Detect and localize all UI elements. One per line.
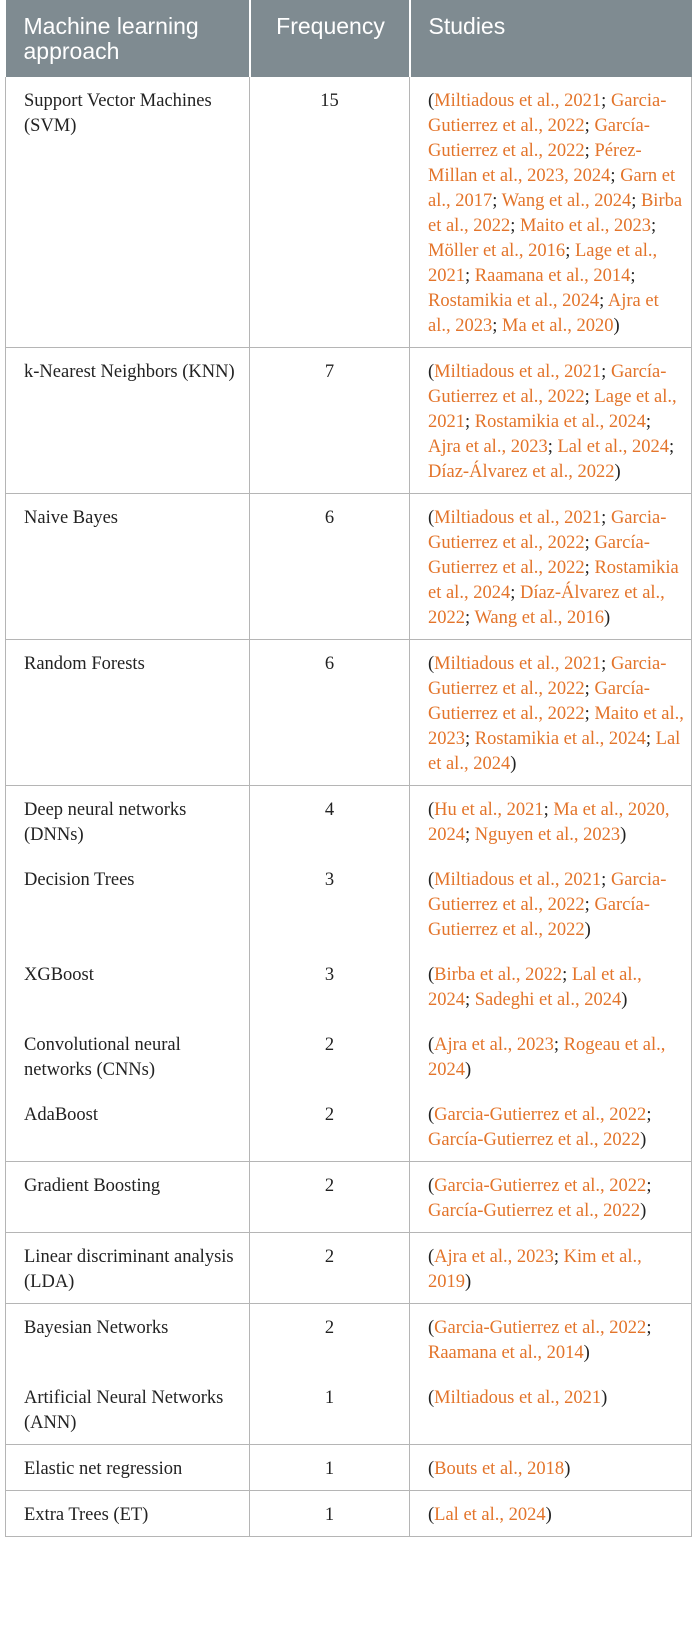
citation-link[interactable]: Rogeau et al., 2024 [428, 1035, 666, 1080]
approach-cell: Elastic net regression [6, 1445, 250, 1491]
citation-link[interactable]: García-Gutierrez et al., 2022 [428, 679, 650, 724]
citation-link[interactable]: Wang et al., 2016 [474, 608, 604, 628]
approach-cell: Support Vector Machines (SVM) [6, 77, 250, 348]
citation-link[interactable]: Nguyen et al., 2023 [474, 825, 621, 845]
citation-link[interactable]: Lal et al., 2024 [434, 1505, 546, 1525]
citation-link[interactable]: Ajra et al., 2023 [434, 1035, 554, 1055]
citation-link[interactable]: Garcia-Gutierrez et al., 2022 [428, 508, 667, 553]
table-row [6, 856, 692, 951]
studies-cell: (Birba et al., 2022; Lal et al., 2024; Sadeghi et al., 2024) [410, 951, 692, 1021]
approach-cell: Convolutional neural networks (CNNs) [6, 1021, 250, 1091]
citation-link[interactable]: Miltiadous et al., 2021 [434, 91, 602, 111]
frequency-cell: 6 [250, 494, 410, 640]
table-row [6, 1374, 692, 1445]
studies-cell: (Miltiadous et al., 2021; García-Gutierrez et al., 2022; Lage et al., 2021; Rostamikia et al., 2024; Ajra et al., 2023; Lal et al., 2024; Díaz-Álvarez et al., 2022) [410, 348, 692, 494]
frequency-cell: 15 [250, 77, 410, 348]
frequency-cell: 2 [250, 1021, 410, 1091]
citation-link[interactable]: Birba et al., 2022 [428, 191, 683, 236]
citation-link[interactable]: García-Gutierrez et al., 2022 [428, 1201, 641, 1221]
citation-link[interactable]: Garcia-Gutierrez et al., 2022 [434, 1105, 647, 1125]
citation-link[interactable]: Garcia-Gutierrez et al., 2022 [428, 91, 667, 136]
table-row [6, 348, 692, 494]
citation-link[interactable]: Raamana et al., 2014 [428, 1343, 584, 1363]
frequency-cell: 2 [250, 1162, 410, 1233]
citation-link[interactable]: Garcia-Gutierrez et al., 2022 [428, 870, 667, 915]
approach-cell: Naive Bayes [6, 494, 250, 640]
citation-link[interactable]: Ajra et al., 2023 [428, 291, 659, 336]
studies-cell: (Hu et al., 2021; Ma et al., 2020, 2024; Nguyen et al., 2023) [410, 786, 692, 857]
approach-cell: Random Forests [6, 640, 250, 786]
studies-cell: (Garcia-Gutierrez et al., 2022; Raamana et al., 2014) [410, 1304, 692, 1375]
table-row [6, 1021, 692, 1091]
frequency-cell: 3 [250, 951, 410, 1021]
studies-cell: (Lal et al., 2024) [410, 1491, 692, 1537]
studies-cell: (Ajra et al., 2023; Rogeau et al., 2024) [410, 1021, 692, 1091]
citation-link[interactable]: Garcia-Gutierrez et al., 2022 [434, 1318, 647, 1338]
table-row [6, 77, 692, 348]
citation-link[interactable]: Hu et al., 2021 [434, 800, 544, 820]
citation-link[interactable]: Ajra et al., 2023 [434, 1247, 554, 1267]
citation-link[interactable]: García-Gutierrez et al., 2022 [428, 116, 650, 161]
studies-cell: (Miltiadous et al., 2021; Garcia-Gutierrez et al., 2022; García-Gutierrez et al., 2022; Rostamikia et al., 2024; Díaz-Álvarez et al., 2022; Wang et al., 2016) [410, 494, 692, 640]
frequency-cell: 4 [250, 786, 410, 857]
studies-cell: (Miltiadous et al., 2021) [410, 1374, 692, 1445]
header-approach: Machine learning approach [6, 0, 250, 77]
citation-link[interactable]: Wang et al., 2024 [501, 191, 632, 211]
studies-cell: (Miltiadous et al., 2021; Garcia-Gutierrez et al., 2022; García-Gutierrez et al., 2022; Maito et al., 2023; Rostamikia et al., 2024; Lal et al., 2024) [410, 640, 692, 786]
approach-cell: XGBoost [6, 951, 250, 1021]
citation-link[interactable]: Raamana et al., 2014 [474, 266, 631, 286]
citation-link[interactable]: Díaz-Álvarez et al., 2022 [428, 462, 615, 482]
approach-cell: Gradient Boosting [6, 1162, 250, 1233]
citation-link[interactable]: Pérez-Millan et al., 2023, 2024 [428, 141, 642, 186]
approach-cell: Deep neural networks (DNNs) [6, 786, 250, 857]
citation-link[interactable]: García-Gutierrez et al., 2022 [428, 1130, 641, 1150]
approach-cell: Artificial Neural Networks (ANN) [6, 1374, 250, 1445]
frequency-cell: 2 [250, 1233, 410, 1304]
citation-link[interactable]: Díaz-Álvarez et al., 2022 [428, 583, 665, 628]
citation-link[interactable]: Garn et al., 2017 [428, 166, 676, 211]
citation-link[interactable]: Miltiadous et al., 2021 [434, 654, 602, 674]
approach-cell: Extra Trees (ET) [6, 1491, 250, 1537]
citation-link[interactable]: Maito et al., 2023 [519, 216, 651, 236]
table-row [6, 1162, 692, 1233]
frequency-cell: 1 [250, 1374, 410, 1445]
frequency-cell: 1 [250, 1445, 410, 1491]
citation-link[interactable]: García-Gutierrez et al., 2022 [428, 362, 667, 407]
header-studies: Studies [410, 0, 692, 77]
studies-cell: (Bouts et al., 2018) [410, 1445, 692, 1491]
citation-link[interactable]: Rostamikia et al., 2024 [474, 729, 646, 749]
citation-link[interactable]: Rostamikia et al., 2024 [474, 412, 646, 432]
table-row [6, 1445, 692, 1491]
table-body [6, 77, 692, 1537]
table-header-row [6, 0, 692, 77]
citation-link[interactable]: Garcia-Gutierrez et al., 2022 [434, 1176, 647, 1196]
citation-link[interactable]: Ma et al., 2020, 2024 [428, 800, 670, 845]
table-row [6, 494, 692, 640]
citation-link[interactable]: Miltiadous et al., 2021 [434, 362, 602, 382]
studies-cell: (Garcia-Gutierrez et al., 2022; García-Gutierrez et al., 2022) [410, 1162, 692, 1233]
citation-link[interactable]: Miltiadous et al., 2021 [434, 870, 602, 890]
citation-link[interactable]: Maito et al., 2023 [428, 704, 684, 749]
citation-link[interactable]: García-Gutierrez et al., 2022 [428, 895, 650, 940]
citation-link[interactable]: Ajra et al., 2023 [428, 437, 548, 457]
studies-cell: (Miltiadous et al., 2021; Garcia-Gutierrez et al., 2022; García-Gutierrez et al., 2022; Pérez-Millan et al., 2023, 2024; Garn et al., 2017; Wang et al., 2024; Birba et al., 2022; Maito et al., 2023; Möller et al., 2016; Lage et al., 2021; Raamana et al., 2014; Rostamikia et al., 2024; Ajra et al., 2023; Ma et al., 2020) [410, 77, 692, 348]
studies-cell: (Garcia-Gutierrez et al., 2022; García-Gutierrez et al., 2022) [410, 1091, 692, 1162]
frequency-cell: 3 [250, 856, 410, 951]
citation-link[interactable]: Miltiadous et al., 2021 [434, 508, 602, 528]
citation-link[interactable]: Lage et al., 2021 [428, 387, 677, 432]
citation-link[interactable]: Sadeghi et al., 2024 [474, 990, 622, 1010]
citation-link[interactable]: Rostamikia et al., 2024 [428, 291, 600, 311]
header-frequency: Frequency [250, 0, 410, 77]
frequency-cell: 7 [250, 348, 410, 494]
studies-cell: (Ajra et al., 2023; Kim et al., 2019) [410, 1233, 692, 1304]
citation-link[interactable]: Lage et al., 2021 [428, 241, 658, 286]
citation-link[interactable]: Rostamikia et al., 2024 [428, 558, 679, 603]
citation-link[interactable]: Miltiadous et al., 2021 [434, 1388, 602, 1408]
citation-link[interactable]: Garcia-Gutierrez et al., 2022 [428, 654, 667, 699]
approach-cell: Linear discriminant analysis (LDA) [6, 1233, 250, 1304]
approach-cell: Bayesian Networks [6, 1304, 250, 1375]
frequency-cell: 1 [250, 1491, 410, 1537]
citation-link[interactable]: Kim et al., 2019 [428, 1247, 642, 1292]
frequency-cell: 6 [250, 640, 410, 786]
table-row [6, 640, 692, 786]
table-row [6, 786, 692, 857]
citation-link[interactable]: Ma et al., 2020 [502, 316, 614, 336]
table-row [6, 1304, 692, 1375]
table-row [6, 1491, 692, 1537]
approach-cell: Decision Trees [6, 856, 250, 951]
frequency-cell: 2 [250, 1091, 410, 1162]
citation-link[interactable]: Lal et al., 2024 [428, 965, 642, 1010]
ml-approach-table [5, 0, 692, 1537]
studies-cell: (Miltiadous et al., 2021; Garcia-Gutierrez et al., 2022; García-Gutierrez et al., 2022) [410, 856, 692, 951]
approach-cell: k-Nearest Neighbors (KNN) [6, 348, 250, 494]
citation-link[interactable]: Lal et al., 2024 [557, 437, 669, 457]
citation-link[interactable]: Bouts et al., 2018 [434, 1459, 565, 1479]
approach-cell: AdaBoost [6, 1091, 250, 1162]
citation-link[interactable]: Lal et al., 2024 [428, 729, 681, 774]
citation-link[interactable]: García-Gutierrez et al., 2022 [428, 533, 650, 578]
frequency-cell: 2 [250, 1304, 410, 1375]
citation-link[interactable]: Birba et al., 2022 [434, 965, 563, 985]
citation-link[interactable]: Möller et al., 2016 [428, 241, 566, 261]
table-row [6, 1233, 692, 1304]
table-row [6, 1091, 692, 1162]
table-row [6, 951, 692, 1021]
